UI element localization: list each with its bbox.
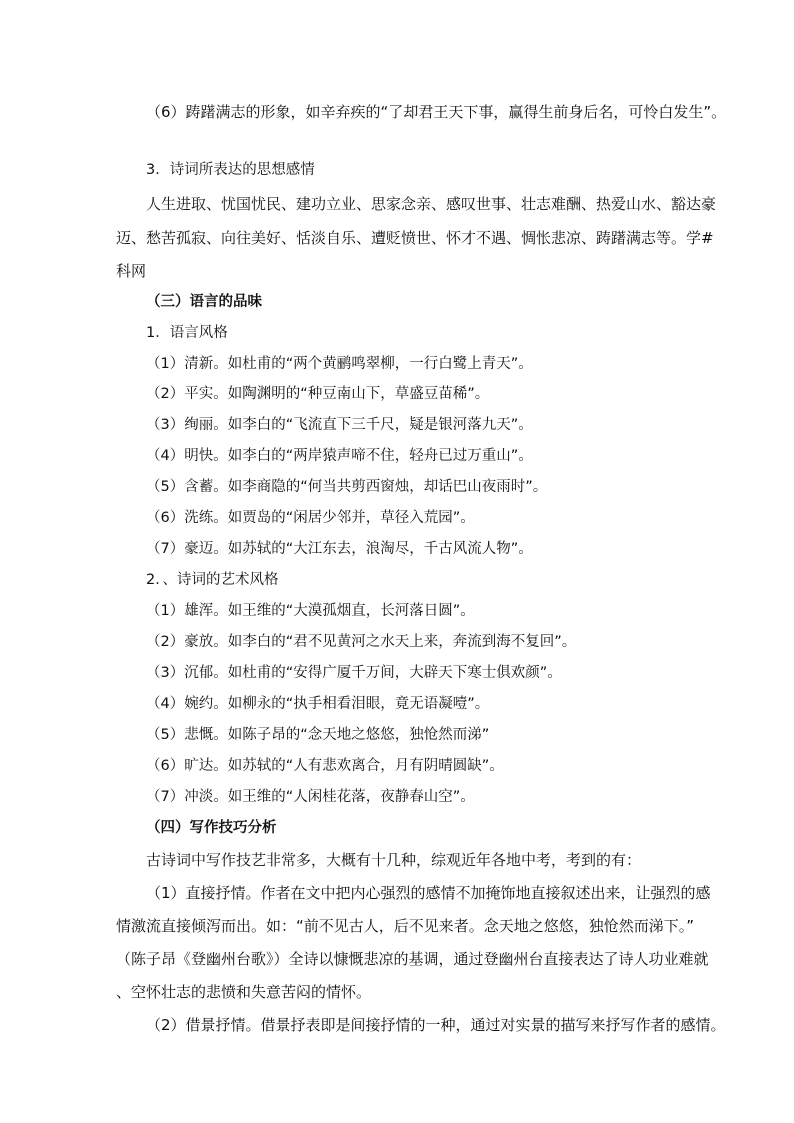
text-line-emotions-1: 人生进取、忧国忧民、建功立业、思家念亲、感叹世事、壮志难酬、热爱山水、豁达豪 bbox=[146, 195, 717, 213]
list-item-art-4: （4）婉约。如柳永的“执手相看泪眼，竟无语凝噎”。 bbox=[146, 696, 490, 712]
text-line-indirect-1: （2）借景抒情。借景抒表即是间接抒情的一种，通过对实景的描写来抒写作者的感情。 bbox=[146, 1016, 726, 1034]
heading-section-3: 3．诗词所表达的思想感情 bbox=[146, 162, 315, 178]
list-item-art-1: （1）雄浑。如王维的“大漠孤烟直，长河落日圆”。 bbox=[146, 603, 475, 619]
text-line-direct-2: 情激流直接倾泻而出。如：“前不见古人，后不见来者。念天地之悠悠，独怆然而涕下。” bbox=[116, 917, 695, 935]
list-item-art-5: （5）悲慨。如陈子昂的“念天地之悠悠，独怆然而涕” bbox=[146, 727, 490, 743]
list-item-style-5: （5）含蓄。如李商隐的“何当共剪西窗烛，却话巴山夜雨时”。 bbox=[146, 479, 548, 495]
heading-art-style: 2．、诗词的艺术风格 bbox=[146, 572, 279, 588]
text-line-direct-1: （1）直接抒情。作者在文中把内心强烈的感情不加掩饰地直接叙述出来，让强烈的感 bbox=[146, 884, 711, 902]
list-item-art-3: （3）沉郁。如杜甫的“安得广厦千万间，大辟天下寒士俱欢颜”。 bbox=[146, 665, 562, 681]
heading-language-style: 1．语言风格 bbox=[146, 325, 228, 341]
text-line-direct-3: （陈子昂《登幽州台歌》）全诗以慷慨悲凉的基调，通过登幽州台直接表达了诗人功业难就 bbox=[116, 950, 709, 968]
text-line-emotions-2: 迈、愁苦孤寂、向往美好、恬淡自乐、遭贬愤世、怀才不遇、惆怅悲凉、踌躇满志等。学# bbox=[116, 229, 714, 247]
list-item-style-3: （3）绚丽。如李白的“飞流直下三千尺，疑是银河落九天”。 bbox=[146, 417, 533, 433]
list-item-style-1: （1）清新。如杜甫的“两个黄鹂鸣翠柳，一行白鹭上青天”。 bbox=[146, 356, 533, 372]
text-line-emotions-3: 科网 bbox=[116, 262, 147, 280]
list-item-style-7: （7）豪迈。如苏轼的“大江东去，浪淘尽，千古风流人物”。 bbox=[146, 541, 533, 557]
list-item-style-4: （4）明快。如李白的“两岸猿声啼不住，轻舟已过万重山”。 bbox=[146, 448, 533, 464]
list-item-style-6: （6）洗练。如贾岛的“闲居少邻并，草径入荒园”。 bbox=[146, 510, 475, 526]
text-line-techniques-intro: 古诗词中写作技艺非常多，大概有十几种，综观近年各地中考，考到的有： bbox=[146, 851, 642, 869]
heading-writing-techniques: （四）写作技巧分析 bbox=[146, 820, 277, 836]
text-line-direct-4: 、空怀壮志的悲愤和失意苦闷的情怀。 bbox=[116, 983, 372, 1001]
list-item-art-2: （2）豪放。如李白的“君不见黄河之水天上来，奔流到海不复回”。 bbox=[146, 634, 577, 650]
list-item-art-7: （7）冲淡。如王维的“人闲桂花落，夜静春山空”。 bbox=[146, 789, 475, 805]
heading-language-appreciation: （三）语言的品味 bbox=[146, 294, 262, 310]
list-item-style-2: （2）平实。如陶渊明的“种豆南山下，草盛豆苗稀”。 bbox=[146, 386, 490, 402]
list-item-art-6: （6）旷达。如苏轼的“人有悲欢离合，月有阴晴圆缺”。 bbox=[146, 758, 504, 774]
text-line-style-6: （6）踌躇满志的形象，如辛弃疾的“了却君王天下事，赢得生前身后名，可怜白发生”。 bbox=[146, 103, 727, 121]
